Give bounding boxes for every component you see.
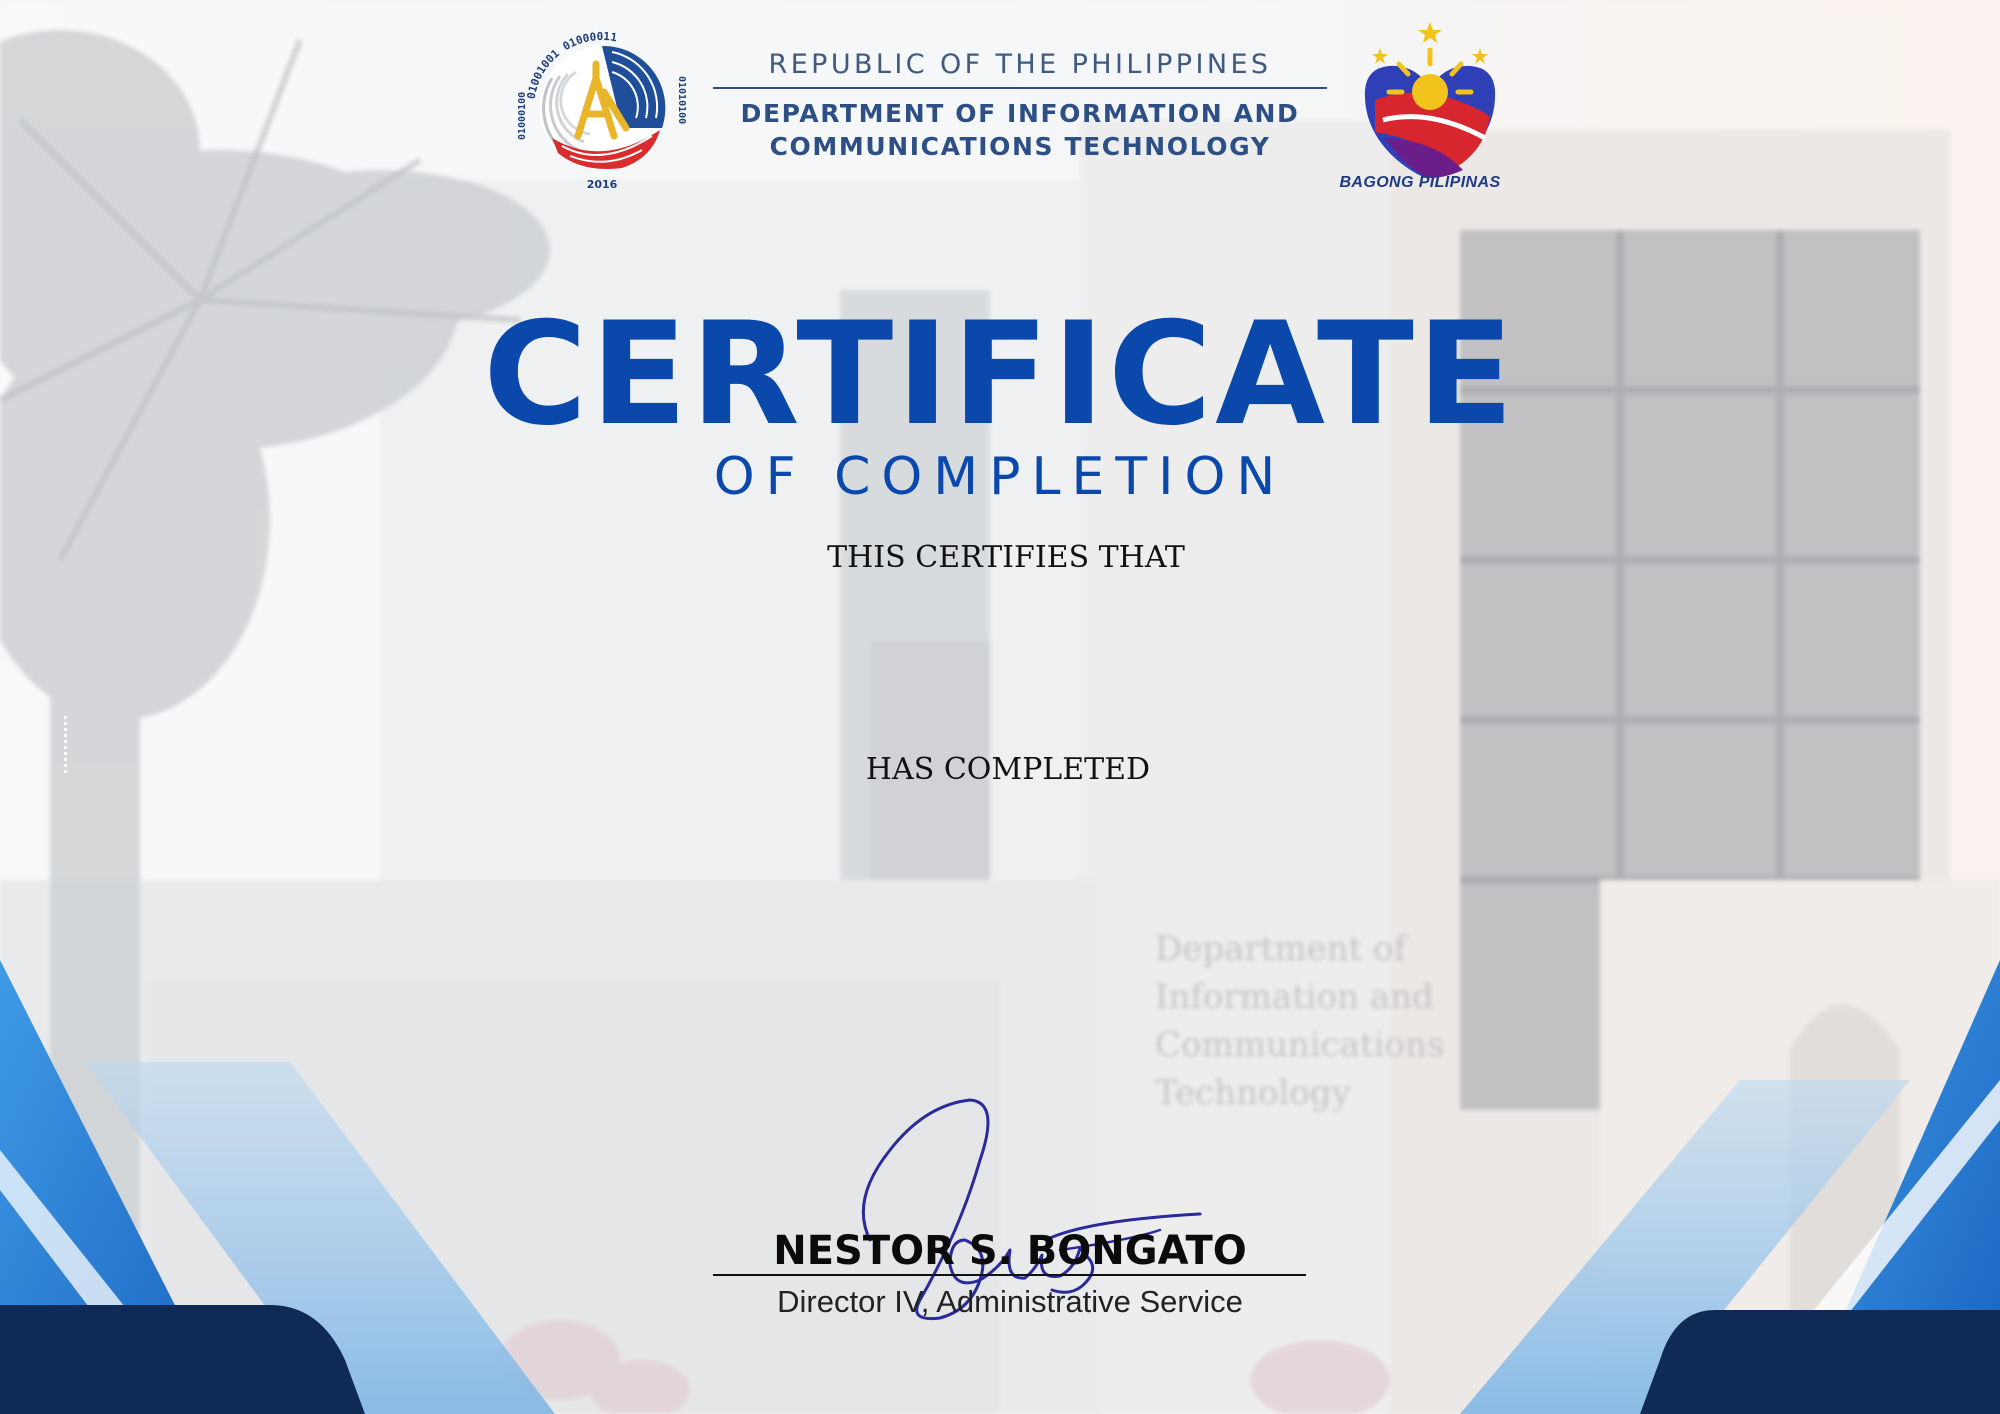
- bagong-pilipinas-logo: [1345, 20, 1515, 180]
- signature-line: [713, 1274, 1306, 1276]
- signatory-position: Director IV, Administrative Service: [777, 1284, 1243, 1319]
- certifies-that-text: THIS CERTIFIES THAT: [827, 540, 1185, 575]
- seal-top-text: 01001001 01000011: [524, 29, 619, 100]
- header-divider: [713, 87, 1327, 89]
- building-sign-line-1: Department of: [1155, 929, 1407, 969]
- department-header: [705, 48, 1335, 163]
- certificate-subtitle: OF COMPLETION: [713, 447, 1287, 507]
- seal-right-text: 01010100: [676, 76, 687, 125]
- dict-seal-logo: [512, 18, 692, 198]
- seal-left-text: 01000100: [517, 91, 528, 140]
- left-corner-navy-shape: [0, 1305, 365, 1414]
- bagong-pilipinas-label: BAGONG PILIPINAS: [1339, 174, 1501, 191]
- has-completed-text: HAS COMPLETED: [865, 752, 1151, 787]
- seal-year: 2016: [586, 178, 618, 191]
- department-name-line-1: DEPARTMENT OF INFORMATION AND: [740, 99, 1300, 128]
- building-sign-line-4: Technology: [1155, 1073, 1351, 1113]
- certificate-title: CERTIFICATE: [483, 292, 1517, 457]
- republic-label: REPUBLIC OF THE PHILIPPINES: [768, 49, 1272, 80]
- building-sign-line-2: Information and: [1155, 977, 1434, 1017]
- right-corner-navy-shape: [1640, 1310, 2000, 1414]
- signatory-name: NESTOR S. BONGATO: [773, 1228, 1247, 1274]
- department-name-line-2: COMMUNICATIONS TECHNOLOGY: [769, 132, 1271, 161]
- building-sign-line-3: Communications: [1155, 1025, 1445, 1065]
